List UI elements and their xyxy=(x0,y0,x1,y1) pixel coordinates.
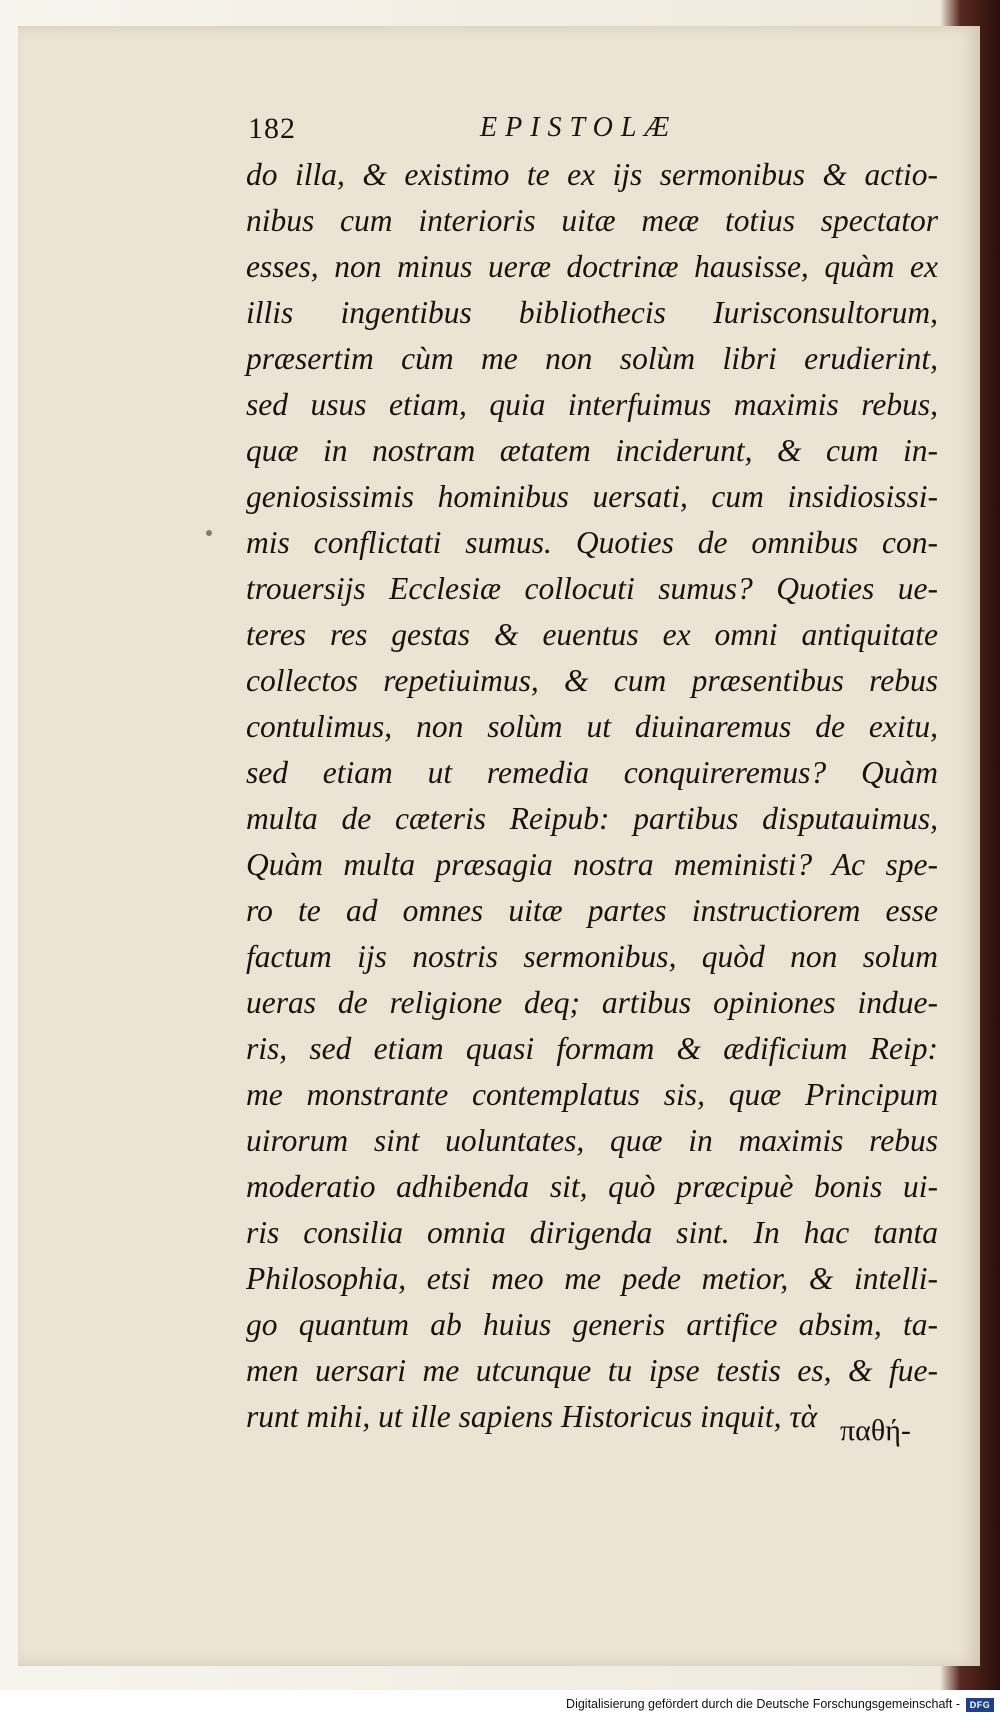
funding-credit: Digitalisierung gefördert durch die Deutsche Forschungsgemeinschaft - xyxy=(566,1697,960,1711)
body-text xyxy=(246,152,938,1440)
text-line: sed usus etiam, quia interfuimus maximis rebus, xyxy=(246,387,938,422)
text-line: uirorum sint uoluntates, quæ in maximis rebus xyxy=(246,1123,938,1158)
text-line: multa de cæteris Reipub: partibus disputauimus, xyxy=(246,801,938,836)
page-header xyxy=(248,112,848,148)
text-line: trouersijs Ecclesiæ collocuti sumus? Quoties ue- xyxy=(246,571,938,606)
text-line: mis conflictati sumus. Quoties de omnibus con- xyxy=(246,525,938,560)
page-number: 182 xyxy=(248,112,296,145)
text-line: ris, sed etiam quasi formam & ædificium Reip: xyxy=(246,1031,938,1066)
dfg-logo: DFG xyxy=(966,1698,994,1712)
text-line: ueras de religione deq; artibus opiniones indue- xyxy=(246,985,938,1020)
text-line: go quantum ab huius generis artifice absim, ta- xyxy=(246,1307,938,1342)
text-line: men uersari me utcunque tu ipse testis es, & fue- xyxy=(246,1353,938,1388)
text-line: collectos repetiuimus, & cum præsentibus rebus xyxy=(246,663,938,698)
text-line: do illa, & existimo te ex ijs sermonibus & actio- xyxy=(246,157,938,192)
text-line: Quàm multa præsagia nostra meministi? Ac spe- xyxy=(246,847,938,882)
text-line: præsertim cùm me non solùm libri erudierint, xyxy=(246,341,938,376)
digitization-footer xyxy=(0,1690,1000,1721)
text-line: contulimus, non solùm ut diuinaremus de exitu, xyxy=(246,709,938,744)
text-line: esses, non minus ueræ doctrinæ hausisse, quàm ex xyxy=(246,249,938,284)
text-line: Philosophia, etsi meo me pede metior, & intelli- xyxy=(246,1261,938,1296)
text-line: me monstrante contemplatus sis, quæ Principum xyxy=(246,1077,938,1112)
text-line: sed etiam ut remedia conquireremus? Quàm xyxy=(246,755,938,790)
text-line: illis ingentibus bibliothecis Iurisconsultorum, xyxy=(246,295,938,330)
catchword: παθή- xyxy=(840,1414,911,1447)
text-line: ro te ad omnes uitæ partes instructiorem esse xyxy=(246,893,938,928)
margin-mark xyxy=(206,530,212,536)
text-line: ris consilia omnia dirigenda sint. In hac tanta xyxy=(246,1215,938,1250)
text-line: nibus cum interioris uitæ meæ totius spectator xyxy=(246,203,938,238)
text-line: teres res gestas & euentus ex omni antiquitate xyxy=(246,617,938,652)
text-line: moderatio adhibenda sit, quò præcipuè bonis ui- xyxy=(246,1169,938,1204)
running-head: EPISTOLÆ xyxy=(480,112,678,143)
text-line: factum ijs nostris sermonibus, quòd non solum xyxy=(246,939,938,974)
text-line: quæ in nostram ætatem inciderunt, & cum in- xyxy=(246,433,938,468)
text-line: runt mihi, ut ille sapiens Historicus inquit, τὰ xyxy=(246,1399,818,1434)
text-line: geniosissimis hominibus uersati, cum insidiosissi- xyxy=(246,479,938,514)
